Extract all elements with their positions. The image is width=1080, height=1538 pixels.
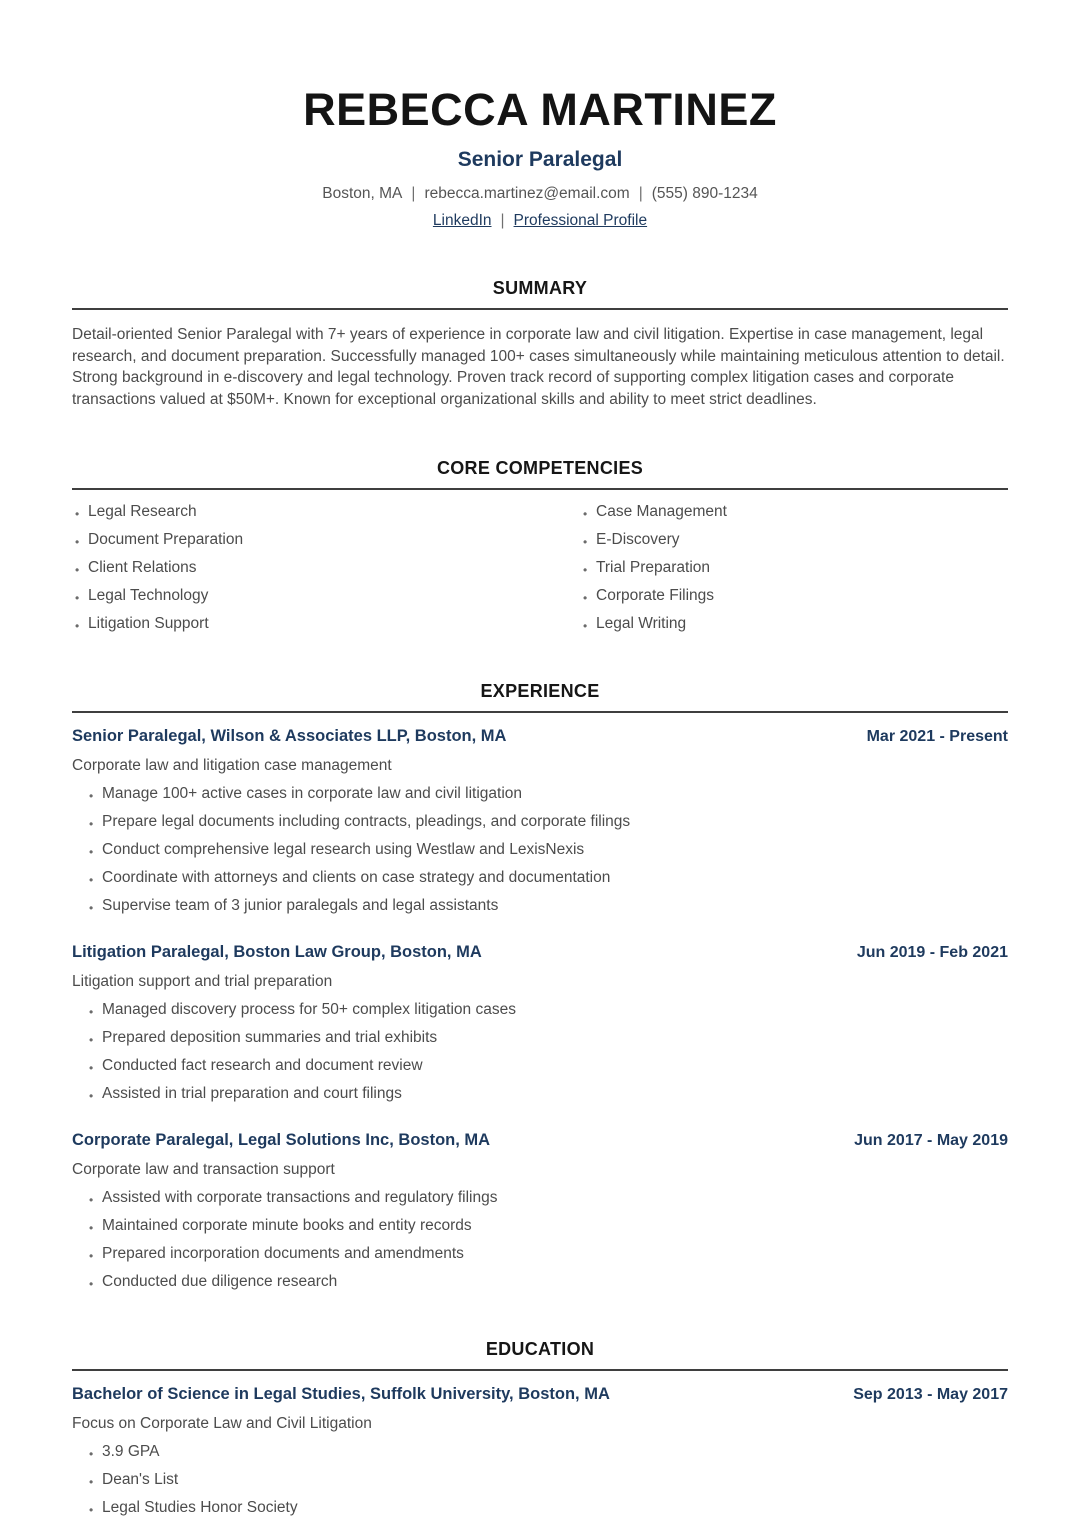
entry-header bbox=[72, 1385, 1008, 1404]
core-competencies-heading: CORE COMPETENCIES bbox=[436, 458, 644, 479]
competency-item: • Corporate Filings bbox=[583, 587, 1008, 605]
section-divider bbox=[72, 488, 1008, 490]
contact-email: rebecca.martinez@email.com bbox=[424, 185, 630, 203]
degree-title: Bachelor of Science in Legal Studies, Suffolk University, Boston, MA bbox=[72, 1385, 610, 1404]
competency-item: • Legal Research bbox=[75, 503, 580, 521]
bullet-item: • Prepared incorporation documents and amendments bbox=[89, 1245, 1008, 1263]
competency-item: • Client Relations bbox=[75, 559, 580, 577]
job-dates: Jun 2017 - May 2019 bbox=[854, 1132, 1008, 1150]
summary-heading: SUMMARY bbox=[492, 278, 588, 299]
experience-entry bbox=[72, 1131, 1008, 1291]
competency-item: • Legal Technology bbox=[75, 587, 580, 605]
bullet-item: • Coordinate with attorneys and clients on case strategy and documentation bbox=[89, 869, 1008, 887]
job-subtitle: Corporate law and transaction support bbox=[72, 1161, 335, 1179]
competency-item: • Legal Writing bbox=[583, 615, 1008, 633]
job-title: Litigation Paralegal, Boston Law Group, Boston, MA bbox=[72, 943, 482, 962]
education-entry bbox=[72, 1385, 1008, 1517]
competency-item: • E-Discovery bbox=[583, 531, 1008, 549]
resume-header bbox=[72, 86, 1008, 230]
experience-entry bbox=[72, 943, 1008, 1103]
job-subtitle: Litigation support and trial preparation bbox=[72, 973, 333, 991]
education-heading: EDUCATION bbox=[485, 1339, 595, 1360]
bullet-item: • Managed discovery process for 50+ complex litigation cases bbox=[89, 1001, 1008, 1019]
bullet-item: • Conduct comprehensive legal research using Westlaw and LexisNexis bbox=[89, 841, 1008, 859]
bullet-item: • Conducted fact research and document review bbox=[89, 1057, 1008, 1075]
experience-entry bbox=[72, 727, 1008, 915]
summary-text: Detail-oriented Senior Paralegal with 7+ years of experience in corporate law and civil litigation. Expertise in case management, legal research, and document preparation. Successfully managed 100+ cases simultaneously while maintaining meticulous attention to detail. Strong background in e-discovery and legal technology. Proven track record of supporting complex litigation cases and corporate transactions valued at $50M+. Known for exceptional organizational skills and ability to meet strict deadlines. bbox=[72, 326, 1005, 408]
entry-header bbox=[72, 727, 1008, 746]
experience-section bbox=[72, 681, 1008, 1291]
bullet-item: • Assisted with corporate transactions and regulatory filings bbox=[89, 1189, 1008, 1207]
bullet-item: • Manage 100+ active cases in corporate law and civil litigation bbox=[89, 785, 1008, 803]
job-title: Corporate Paralegal, Legal Solutions Inc, Boston, MA bbox=[72, 1131, 491, 1150]
bullet-item: • Maintained corporate minute books and entity records bbox=[89, 1217, 1008, 1235]
contact-phone: (555) 890-1234 bbox=[651, 185, 758, 203]
contact-location: Boston, MA bbox=[322, 185, 403, 203]
job-bullets bbox=[72, 785, 1008, 915]
core-competencies-section bbox=[72, 458, 1008, 633]
entry-header bbox=[72, 943, 1008, 962]
job-bullets bbox=[72, 1189, 1008, 1291]
education-section bbox=[72, 1339, 1008, 1517]
competencies-left-column bbox=[72, 493, 580, 633]
person-name: REBECCA MARTINEZ bbox=[303, 84, 777, 135]
education-entries bbox=[72, 1385, 1008, 1517]
bullet-item: • Legal Studies Honor Society bbox=[89, 1499, 1008, 1517]
contact-separator: | bbox=[411, 185, 416, 203]
bullet-item: • Assisted in trial preparation and court filings bbox=[89, 1085, 1008, 1103]
entry-header bbox=[72, 1131, 1008, 1150]
section-divider bbox=[72, 1369, 1008, 1371]
links-separator: | bbox=[500, 212, 505, 230]
bullet-item: • Dean's List bbox=[89, 1471, 1008, 1489]
bullet-item: • Conducted due diligence research bbox=[89, 1273, 1008, 1291]
degree-bullets bbox=[72, 1443, 1008, 1517]
professional-profile-link[interactable]: Professional Profile bbox=[513, 212, 648, 230]
experience-entries bbox=[72, 727, 1008, 1291]
contact-separator: | bbox=[638, 185, 643, 203]
links-line bbox=[72, 212, 1008, 230]
competency-item: • Case Management bbox=[583, 503, 1008, 521]
job-title: Senior Paralegal, Wilson & Associates LLP, Boston, MA bbox=[72, 727, 507, 746]
bullet-item: • Prepare legal documents including contracts, pleadings, and corporate filings bbox=[89, 813, 1008, 831]
competencies-columns bbox=[72, 493, 1008, 633]
job-dates: Jun 2019 - Feb 2021 bbox=[856, 944, 1008, 962]
summary-section bbox=[72, 278, 1008, 410]
competency-item: • Document Preparation bbox=[75, 531, 580, 549]
job-dates: Mar 2021 - Present bbox=[866, 728, 1008, 746]
degree-dates: Sep 2013 - May 2017 bbox=[853, 1386, 1008, 1404]
linkedin-link[interactable]: LinkedIn bbox=[432, 212, 492, 230]
experience-heading: EXPERIENCE bbox=[480, 681, 600, 702]
person-title: Senior Paralegal bbox=[457, 148, 623, 172]
bullet-item: • Supervise team of 3 junior paralegals and legal assistants bbox=[89, 897, 1008, 915]
job-subtitle: Corporate law and litigation case management bbox=[72, 757, 392, 775]
competency-item: • Litigation Support bbox=[75, 615, 580, 633]
contact-line bbox=[72, 185, 1008, 203]
job-bullets bbox=[72, 1001, 1008, 1103]
degree-subtitle: Focus on Corporate Law and Civil Litigation bbox=[72, 1415, 372, 1433]
section-divider bbox=[72, 711, 1008, 713]
section-divider bbox=[72, 308, 1008, 310]
bullet-item: • 3.9 GPA bbox=[89, 1443, 1008, 1461]
bullet-item: • Prepared deposition summaries and trial exhibits bbox=[89, 1029, 1008, 1047]
competency-item: • Trial Preparation bbox=[583, 559, 1008, 577]
competencies-right-column bbox=[580, 493, 1008, 633]
